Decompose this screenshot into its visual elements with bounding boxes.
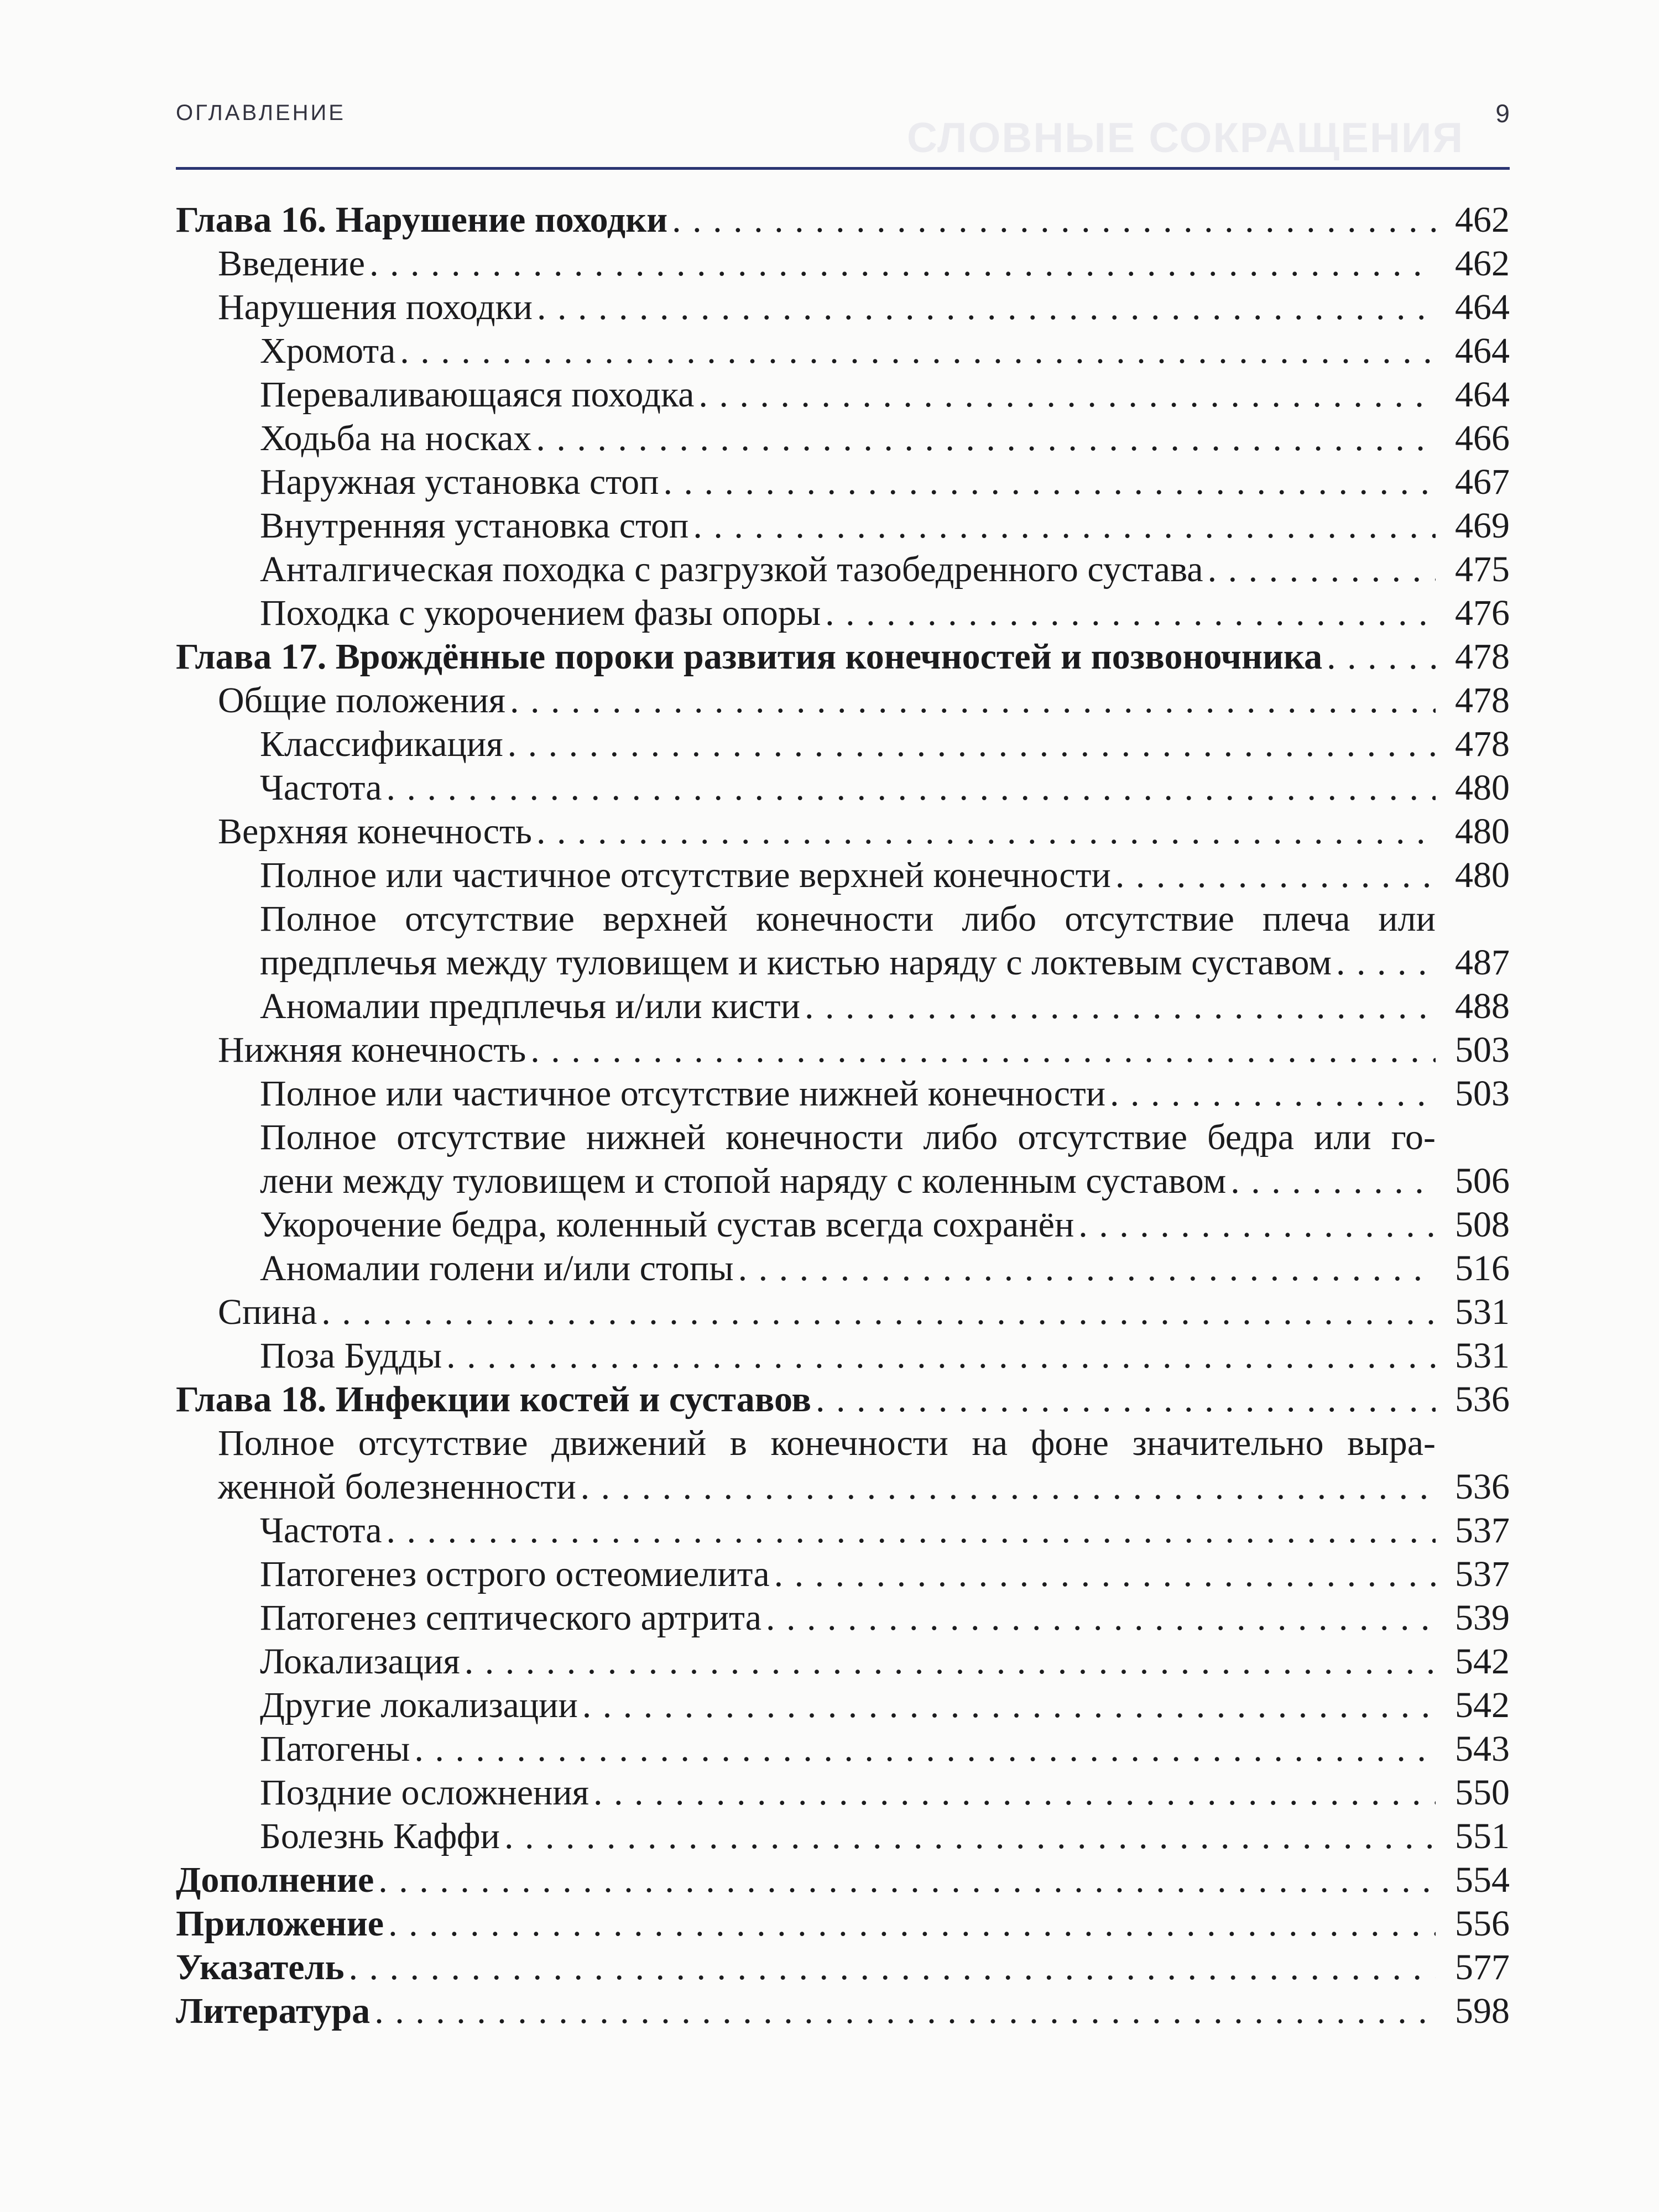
dot-leader: [738, 1246, 1436, 1290]
toc-entry-page: 480: [1455, 811, 1510, 852]
toc-entry-page: 531: [1455, 1335, 1510, 1376]
toc-entry-page: 478: [1455, 724, 1510, 764]
toc-entry[interactable]: [176, 285, 1510, 329]
toc-entry-page: 476: [1455, 593, 1510, 633]
toc-entry-title: Поза Будды: [260, 1335, 442, 1376]
toc-entry[interactable]: [176, 1552, 1510, 1596]
toc-entry[interactable]: [176, 1290, 1510, 1334]
toc-entry-page: 516: [1455, 1248, 1510, 1288]
toc-entry[interactable]: [176, 1771, 1510, 1814]
toc-entry-title: Полное или частичное отсутствие нижней конечности: [260, 1073, 1106, 1114]
toc-entry-title: Классификация: [260, 724, 503, 764]
toc-entry-page: 487: [1455, 942, 1510, 983]
dot-leader: [816, 1378, 1436, 1421]
toc-entry-title: Переваливающаяся походка: [260, 374, 695, 415]
dot-leader: [414, 1727, 1436, 1771]
toc-entry-continuation[interactable]: [176, 1159, 1510, 1203]
dot-leader: [400, 329, 1436, 373]
dot-leader: [446, 1334, 1436, 1378]
toc-entry-page: 537: [1455, 1510, 1510, 1551]
toc-entry-page: 539: [1455, 1598, 1510, 1638]
toc-entry[interactable]: [176, 1727, 1510, 1771]
toc-entry[interactable]: [176, 504, 1510, 547]
toc-entry[interactable]: [176, 373, 1510, 416]
toc-entry[interactable]: [176, 1640, 1510, 1683]
toc-entry-title: Полное отсутствие движений в конечности на фоне значительно выра-: [218, 1423, 1436, 1463]
toc-entry-page: 577: [1455, 1947, 1510, 1987]
toc-chapter-entry[interactable]: [176, 635, 1510, 679]
toc-entry[interactable]: [176, 591, 1510, 635]
toc-entry[interactable]: [176, 984, 1510, 1028]
toc-entry-continuation[interactable]: [176, 941, 1510, 984]
toc-entry-page: 536: [1455, 1379, 1510, 1420]
dot-leader: [1336, 941, 1436, 984]
toc-entry-page: 550: [1455, 1772, 1510, 1813]
dot-leader: [663, 460, 1436, 504]
toc-entry-title: Нижняя конечность: [218, 1030, 526, 1070]
toc-entry[interactable]: [176, 242, 1510, 285]
toc-entry[interactable]: [176, 1115, 1510, 1159]
toc-chapter-entry[interactable]: [176, 1378, 1510, 1421]
toc-entry[interactable]: [176, 329, 1510, 373]
toc-entry-title: Болезнь Каффи: [260, 1816, 500, 1856]
toc-entry-page: 488: [1455, 986, 1510, 1026]
toc-entry-page: 478: [1455, 680, 1510, 721]
dot-leader: [530, 1028, 1436, 1072]
toc-entry-title: Укорочение бедра, коленный сустав всегда сохранён: [260, 1204, 1074, 1245]
toc-entry-title: Другие локализации: [260, 1685, 578, 1725]
toc-entry-title: Наружная установка стоп: [260, 462, 659, 502]
toc-entry-title: Приложение: [176, 1903, 384, 1944]
toc-entry-title-continued: женной болезненности: [218, 1467, 576, 1507]
toc-entry-page: 537: [1455, 1554, 1510, 1594]
toc-entry-page: 464: [1455, 374, 1510, 415]
toc-entry-page: 506: [1455, 1161, 1510, 1201]
dot-leader: [1115, 853, 1436, 897]
toc-entry[interactable]: [176, 1334, 1510, 1378]
toc-entry-page: 464: [1455, 331, 1510, 371]
toc-entry[interactable]: [176, 547, 1510, 591]
dot-leader: [504, 1814, 1436, 1858]
toc-entry-title: Поздние осложнения: [260, 1772, 589, 1813]
toc-entry-page: 469: [1455, 505, 1510, 546]
toc-entry-page: 508: [1455, 1204, 1510, 1245]
dot-leader: [1078, 1203, 1436, 1246]
toc-entry-title: Полное отсутствие верхней конечности либо отсутствие плеча или: [260, 899, 1436, 939]
toc-entry-title-continued: предплечья между туловищем и кистью наряду с локтевым суставом: [260, 942, 1332, 983]
dot-leader: [1230, 1159, 1436, 1203]
dot-leader: [1110, 1072, 1436, 1115]
dot-leader: [349, 1945, 1436, 1989]
toc-entry-page: 462: [1455, 200, 1510, 240]
dot-leader: [369, 242, 1436, 285]
toc-entry[interactable]: [176, 1814, 1510, 1858]
dot-leader: [321, 1290, 1436, 1334]
toc-entry-title: Локализация: [260, 1641, 460, 1682]
toc-entry-title: Частота: [260, 1510, 382, 1551]
toc-entry[interactable]: [176, 1246, 1510, 1290]
toc-chapter-entry[interactable]: [176, 1902, 1510, 1945]
toc-entry-page: 478: [1455, 637, 1510, 677]
toc-entry-title: Ходьба на носках: [260, 418, 532, 458]
dot-leader: [766, 1596, 1436, 1640]
toc-entry-title: Патогенез септического артрита: [260, 1598, 761, 1638]
toc-entry-page: 556: [1455, 1903, 1510, 1944]
toc-entry[interactable]: [176, 1683, 1510, 1727]
toc-entry-title: Внутренняя установка стоп: [260, 505, 689, 546]
toc-entry-title: Походка с укорочением фазы опоры: [260, 593, 821, 633]
toc-entry-page: 598: [1455, 1991, 1510, 2031]
toc-entry[interactable]: [176, 416, 1510, 460]
toc-entry-page: 466: [1455, 418, 1510, 458]
dot-leader: [387, 1509, 1436, 1552]
toc-entry-page: 542: [1455, 1685, 1510, 1725]
toc-entry-title: Глава 16. Нарушение походки: [176, 200, 668, 240]
toc-entry[interactable]: [176, 460, 1510, 504]
dot-leader: [510, 679, 1436, 722]
toc-entry-page: 554: [1455, 1860, 1510, 1900]
dot-leader: [805, 984, 1436, 1028]
toc-entry-title: Полное или частичное отсутствие верхней конечности: [260, 855, 1111, 895]
toc-entry-page: 503: [1455, 1030, 1510, 1070]
running-header: [176, 101, 1510, 145]
toc-entry[interactable]: [176, 1421, 1510, 1465]
table-of-contents: [176, 198, 1510, 2033]
dot-leader: [774, 1552, 1436, 1596]
header-title: ОГЛАВЛЕНИЕ: [176, 101, 346, 125]
dot-leader: [536, 416, 1436, 460]
toc-entry[interactable]: [176, 1596, 1510, 1640]
toc-entry-continuation[interactable]: [176, 1465, 1510, 1509]
header-page-number: 9: [1495, 99, 1510, 128]
dot-leader: [693, 504, 1436, 547]
dot-leader: [581, 1465, 1436, 1509]
toc-entry-title: Полное отсутствие нижней конечности либо отсутствие бедра или го-: [260, 1117, 1436, 1157]
toc-entry-title: Аномалии голени и/или стопы: [260, 1248, 734, 1288]
toc-chapter-entry[interactable]: [176, 1989, 1510, 2033]
dot-leader: [582, 1683, 1436, 1727]
toc-entry[interactable]: [176, 853, 1510, 897]
toc-entry[interactable]: [176, 1028, 1510, 1072]
toc-chapter-entry[interactable]: [176, 1858, 1510, 1902]
toc-entry-title: Дополнение: [176, 1860, 374, 1900]
toc-entry-page: 467: [1455, 462, 1510, 502]
toc-entry-title: Нарушения походки: [218, 287, 533, 327]
toc-entry-page: 503: [1455, 1073, 1510, 1114]
dot-leader: [1208, 547, 1436, 591]
toc-entry-title: Общие положения: [218, 680, 505, 721]
toc-entry-title: Литература: [176, 1991, 371, 2031]
toc-entry-page: 480: [1455, 855, 1510, 895]
toc-entry-page: 462: [1455, 243, 1510, 284]
dot-leader: [537, 285, 1436, 329]
toc-entry-title: Указатель: [176, 1947, 345, 1987]
dot-leader: [387, 766, 1436, 810]
toc-entry-title: Патогены: [260, 1729, 410, 1769]
toc-entry[interactable]: [176, 679, 1510, 722]
toc-entry-title: Аномалии предплечья и/или кисти: [260, 986, 800, 1026]
toc-entry-title: Введение: [218, 243, 366, 284]
header-rule: [176, 167, 1510, 170]
dot-leader: [374, 1989, 1436, 2033]
dot-leader: [388, 1902, 1436, 1945]
dot-leader: [465, 1640, 1436, 1683]
toc-entry-page: 531: [1455, 1292, 1510, 1332]
dot-leader: [536, 810, 1436, 853]
toc-entry-page: 551: [1455, 1816, 1510, 1856]
toc-entry-title: Глава 17. Врождённые пороки развития конечностей и позвоночника: [176, 637, 1323, 677]
toc-entry[interactable]: [176, 1509, 1510, 1552]
toc-entry-page: 480: [1455, 768, 1510, 808]
toc-entry-title: Частота: [260, 768, 382, 808]
toc-chapter-entry[interactable]: [176, 198, 1510, 242]
toc-entry-title: Верхняя конечность: [218, 811, 532, 852]
dot-leader: [1327, 635, 1436, 679]
toc-entry-title: Спина: [218, 1292, 317, 1332]
toc-chapter-entry[interactable]: [176, 1945, 1510, 1989]
dot-leader: [672, 198, 1436, 242]
toc-entry[interactable]: [176, 897, 1510, 941]
toc-entry-page: 542: [1455, 1641, 1510, 1682]
toc-entry-title-continued: лени между туловищем и стопой наряду с коленным суставом: [260, 1161, 1227, 1201]
toc-entry-title: Хромота: [260, 331, 396, 371]
toc-entry-title: Глава 18. Инфекции костей и суставов: [176, 1379, 811, 1420]
toc-entry[interactable]: [176, 1203, 1510, 1246]
toc-entry-page: 475: [1455, 549, 1510, 589]
toc-entry-title: Анталгическая походка с разгрузкой тазобедренного сустава: [260, 549, 1203, 589]
dot-leader: [378, 1858, 1436, 1902]
toc-entry[interactable]: [176, 766, 1510, 810]
toc-entry-page: 536: [1455, 1467, 1510, 1507]
dot-leader: [825, 591, 1436, 635]
bleed-through-text: СЛОВНЫЕ СОКРАЩЕНИЯ: [907, 114, 1464, 161]
toc-entry[interactable]: [176, 1072, 1510, 1115]
dot-leader: [508, 722, 1436, 766]
toc-entry-page: 464: [1455, 287, 1510, 327]
toc-entry-title: Патогенез острого остеомиелита: [260, 1554, 770, 1594]
dot-leader: [593, 1771, 1436, 1814]
toc-entry-page: 543: [1455, 1729, 1510, 1769]
toc-entry[interactable]: [176, 810, 1510, 853]
dot-leader: [698, 373, 1436, 416]
toc-entry[interactable]: [176, 722, 1510, 766]
